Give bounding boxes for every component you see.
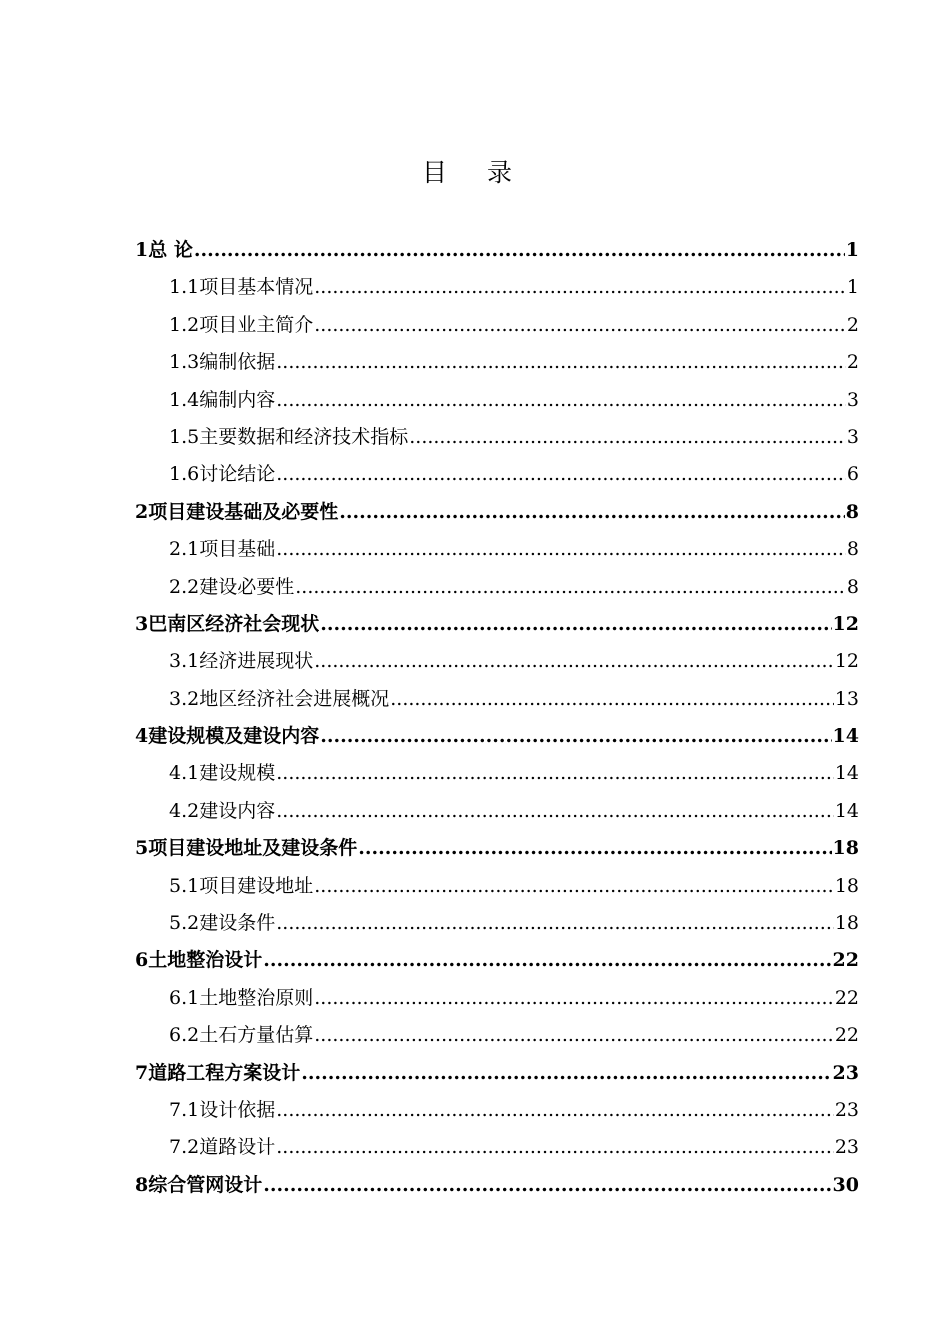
toc-dot-leader: [276, 1129, 834, 1166]
toc-section-entry[interactable]: [135, 793, 859, 830]
toc-dot-leader: [276, 531, 846, 568]
toc-entry-title: 项目业主简介: [199, 313, 314, 336]
toc-page-number: 22: [834, 986, 859, 1009]
toc-dot-leader: [276, 1092, 834, 1129]
toc-section-entry[interactable]: [135, 456, 859, 493]
toc-section-entry[interactable]: [135, 269, 859, 306]
toc-dot-leader: [301, 1055, 831, 1092]
toc-dot-leader: [314, 980, 834, 1017]
toc-dot-leader: [276, 755, 834, 792]
toc-page-number: 22: [832, 949, 859, 972]
toc-section-entry[interactable]: [135, 681, 859, 718]
toc-section-entry[interactable]: [135, 419, 859, 456]
toc-entry-number: 1.1: [169, 276, 200, 299]
toc-entry-title: 巴南区经济社会现状: [148, 612, 320, 635]
toc-section-entry[interactable]: [135, 344, 859, 381]
toc-entry-number: 3.1: [169, 650, 200, 673]
toc-entry-title: 土石方量估算: [199, 1024, 314, 1047]
toc-entry-title: 编制内容: [199, 388, 276, 411]
toc-entry-title: 项目建设地址: [199, 874, 314, 897]
toc-entry-number: 1.3: [169, 351, 200, 374]
table-of-contents: [135, 232, 859, 1204]
toc-dot-leader: [314, 643, 834, 680]
toc-entry-number: 7.1: [169, 1098, 200, 1121]
toc-dot-leader: [276, 382, 846, 419]
toc-section-entry[interactable]: [135, 382, 859, 419]
toc-dot-leader: [390, 681, 834, 718]
toc-entry-title: 道路工程方案设计: [148, 1061, 301, 1084]
toc-dot-leader: [276, 793, 834, 830]
toc-entry-title: 建设规模: [199, 762, 276, 785]
toc-chapter-entry[interactable]: [135, 1167, 859, 1204]
toc-dot-leader: [314, 1017, 834, 1054]
toc-page-number: 22: [834, 1024, 859, 1047]
toc-dot-leader: [263, 1167, 831, 1204]
toc-entry-number: 4.2: [169, 799, 200, 822]
toc-page-number: 18: [832, 837, 859, 860]
toc-dot-leader: [320, 718, 831, 755]
toc-dot-leader: [276, 456, 846, 493]
toc-section-entry[interactable]: [135, 307, 859, 344]
toc-page-number: 13: [834, 687, 859, 710]
toc-dot-leader: [314, 307, 846, 344]
toc-page-number: 3: [846, 425, 859, 448]
toc-entry-title: 建设条件: [199, 912, 276, 935]
toc-chapter-entry[interactable]: [135, 606, 859, 643]
toc-entry-number: 2.1: [169, 538, 200, 561]
toc-entry-title: 地区经济社会进展概况: [199, 687, 390, 710]
toc-chapter-entry[interactable]: [135, 494, 859, 531]
toc-entry-title: 建设规模及建设内容: [148, 725, 320, 748]
toc-section-entry[interactable]: [135, 569, 859, 606]
toc-dot-leader: [409, 419, 846, 456]
toc-entry-title: 建设必要性: [199, 575, 295, 598]
toc-page-number: 2: [846, 313, 859, 336]
toc-page-number: 6: [846, 463, 859, 486]
toc-section-entry[interactable]: [135, 1017, 859, 1054]
toc-entry-title: 土地整治设计: [148, 949, 263, 972]
toc-entry-number: 6: [135, 949, 149, 972]
toc-section-entry[interactable]: [135, 905, 859, 942]
toc-page-number: 8: [845, 500, 859, 523]
toc-entry-number: 4.1: [169, 762, 200, 785]
toc-chapter-entry[interactable]: [135, 830, 859, 867]
toc-entry-number: 1.6: [169, 463, 200, 486]
toc-entry-number: 1.4: [169, 388, 200, 411]
toc-entry-number: 1: [135, 239, 149, 261]
toc-page-number: 2: [846, 351, 859, 374]
toc-entry-number: 5.2: [169, 912, 200, 935]
toc-entry-title: 项目建设地址及建设条件: [148, 837, 358, 860]
toc-entry-title: 土地整治原则: [199, 986, 314, 1009]
toc-dot-leader: [194, 232, 845, 269]
toc-entry-number: 2: [135, 500, 149, 523]
toc-dot-leader: [320, 606, 831, 643]
toc-entry-number: 7: [135, 1061, 149, 1084]
toc-entry-title: 项目建设基础及必要性: [148, 500, 339, 523]
toc-entry-number: 5.1: [169, 874, 200, 897]
toc-section-entry[interactable]: [135, 980, 859, 1017]
toc-dot-leader: [339, 494, 845, 531]
toc-page-number: 14: [834, 762, 859, 785]
toc-page-number: 3: [846, 388, 859, 411]
toc-entry-title: 经济进展现状: [199, 650, 314, 673]
toc-entry-number: 3.2: [169, 687, 200, 710]
toc-page-number: 8: [846, 538, 859, 561]
toc-entry-number: 8: [135, 1173, 149, 1196]
toc-chapter-entry[interactable]: [135, 1055, 859, 1092]
toc-entry-title: 讨论结论: [199, 463, 276, 486]
toc-chapter-entry[interactable]: [135, 942, 859, 979]
toc-entry-title: 建设内容: [199, 799, 276, 822]
toc-entry-title: 主要数据和经济技术指标: [199, 425, 409, 448]
toc-page-number: 30: [832, 1173, 859, 1196]
toc-page-number: 23: [832, 1061, 859, 1084]
toc-entry-number: 6.1: [169, 986, 200, 1009]
toc-page-number: 1: [846, 276, 859, 299]
toc-entry-title: 项目基础: [199, 538, 276, 561]
toc-entry-number: 5: [135, 837, 149, 860]
toc-page-number: 14: [834, 799, 859, 822]
toc-entry-title: 道路设计: [199, 1136, 276, 1159]
toc-page-number: 12: [834, 650, 859, 673]
toc-entry-title: 综合管网设计: [148, 1173, 263, 1196]
toc-section-entry[interactable]: [135, 1129, 859, 1166]
toc-page-number: 8: [846, 575, 859, 598]
toc-entry-number: 6.2: [169, 1024, 200, 1047]
toc-page-number: 23: [834, 1136, 859, 1159]
toc-dot-leader: [276, 905, 834, 942]
toc-page-number: 12: [832, 612, 859, 635]
toc-entry-title: 项目基本情况: [199, 276, 314, 299]
toc-page-number: 18: [834, 874, 859, 897]
toc-entry-title: 设计依据: [199, 1098, 276, 1121]
toc-chapter-entry[interactable]: [135, 718, 859, 755]
toc-dot-leader: [276, 344, 846, 381]
toc-entry-number: 1.2: [169, 313, 200, 336]
toc-entry-number: 2.2: [169, 575, 200, 598]
toc-section-entry[interactable]: [135, 531, 859, 568]
toc-dot-leader: [314, 868, 834, 905]
toc-entry-number: 4: [135, 725, 149, 748]
toc-dot-leader: [295, 569, 846, 606]
toc-dot-leader: [358, 830, 831, 867]
toc-section-entry[interactable]: [135, 643, 859, 680]
toc-entry-number: 3: [135, 612, 149, 635]
toc-chapter-entry[interactable]: [135, 232, 859, 269]
toc-page-number: 14: [832, 725, 859, 748]
toc-entry-title: 编制依据: [199, 351, 276, 374]
toc-dot-leader: [263, 942, 831, 979]
toc-dot-leader: [314, 269, 846, 306]
toc-page-number: 18: [834, 912, 859, 935]
toc-entry-title: 总 论: [148, 239, 193, 261]
toc-section-entry[interactable]: [135, 868, 859, 905]
toc-section-entry[interactable]: [135, 1092, 859, 1129]
toc-entry-number: 1.5: [169, 425, 200, 448]
toc-section-entry[interactable]: [135, 755, 859, 792]
toc-page-number: 1: [845, 239, 859, 261]
page-title: 目 录: [422, 158, 528, 187]
toc-page-number: 23: [834, 1098, 859, 1121]
toc-entry-number: 7.2: [169, 1136, 200, 1159]
